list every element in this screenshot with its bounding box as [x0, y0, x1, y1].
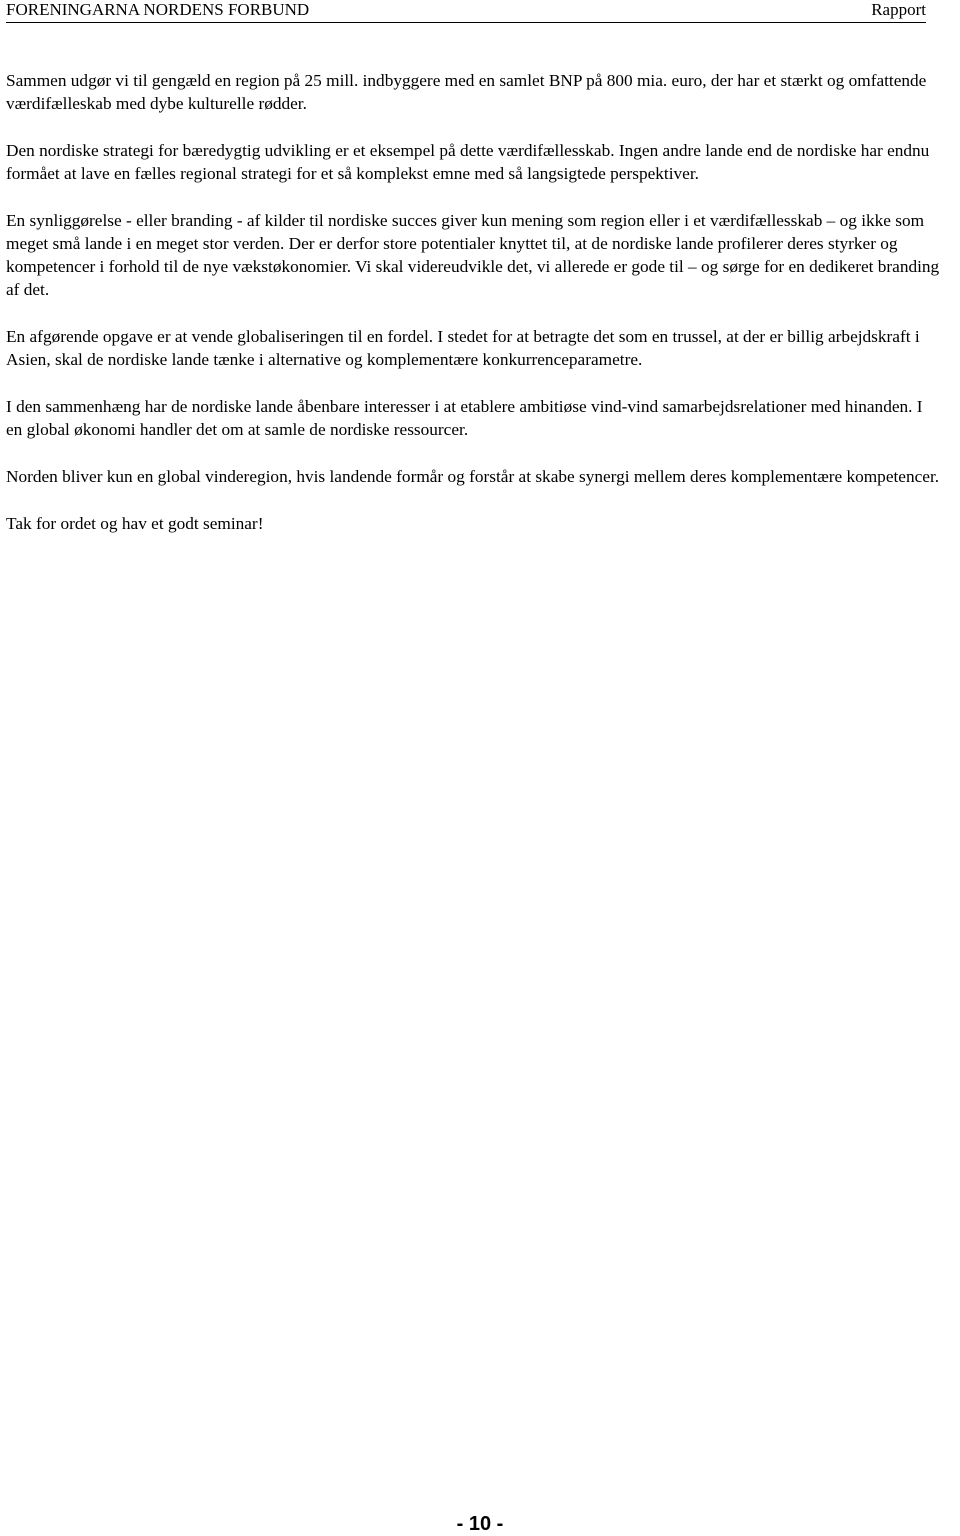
paragraph-winner-region: Norden bliver kun en global vinderegion, hvis landende formår og forstår at skabe synergi mellem deres komplementære kompetencer.	[6, 467, 940, 486]
report-body	[6, 69, 942, 559]
paragraph-closing: Tak for ordet og hav et godt seminar!	[6, 514, 264, 533]
header-doc-type: Rapport	[871, 0, 926, 19]
header-organization: FORENINGARNA NORDENS FORBUND	[6, 0, 310, 19]
paragraph-sustainability-strategy: Den nordiske strategi for bæredygtig udvikling er et eksempel på dette værdifællesskab. Ingen andre lande end de nordiske har endnu formået at lave en fælles regional strategi for et så komplekst emne med så langsigtede perspektiver.	[6, 141, 930, 183]
paragraph-branding: En synliggørelse - eller branding - af kilder til nordiske succes giver kun mening som region eller i et værdifællesskab – og ikke som meget små lande i en meget stor verden. Der er derfor store potentialer knyttet til, at de nordiske lande profilerer deres styrker og kompetencer i forhold til de nye vækstøkonomier. Vi skal videreudvikle det, vi allerede er gode til – og sørge for en dedikeret branding af det.	[6, 211, 940, 299]
paragraph-cooperation: I den sammenhæng har de nordiske lande åbenbare interesser i at etablere ambitiøse vind-vind samarbejdsrelationer med hinanden. I en global økonomi handler det om at samle de nordiske ressourcer.	[6, 397, 923, 439]
page-number: - 10 -	[456, 1513, 504, 1535]
paragraph-globalisation: En afgørende opgave er at vende globaliseringen til en fordel. I stedet for at betragte det som en trussel, at der er billig arbejdskraft i Asien, skal de nordiske lande tænke i alternative og komplementære konkurrenceparametre.	[6, 327, 920, 369]
page-header	[6, 0, 926, 23]
paragraph-region-facts: Sammen udgør vi til gengæld en region på 25 mill. indbyggere med en samlet BNP på 800 mia. euro, der har et stærkt og omfattende værdifælleskab med dybe kulturelle rødder.	[6, 71, 927, 113]
